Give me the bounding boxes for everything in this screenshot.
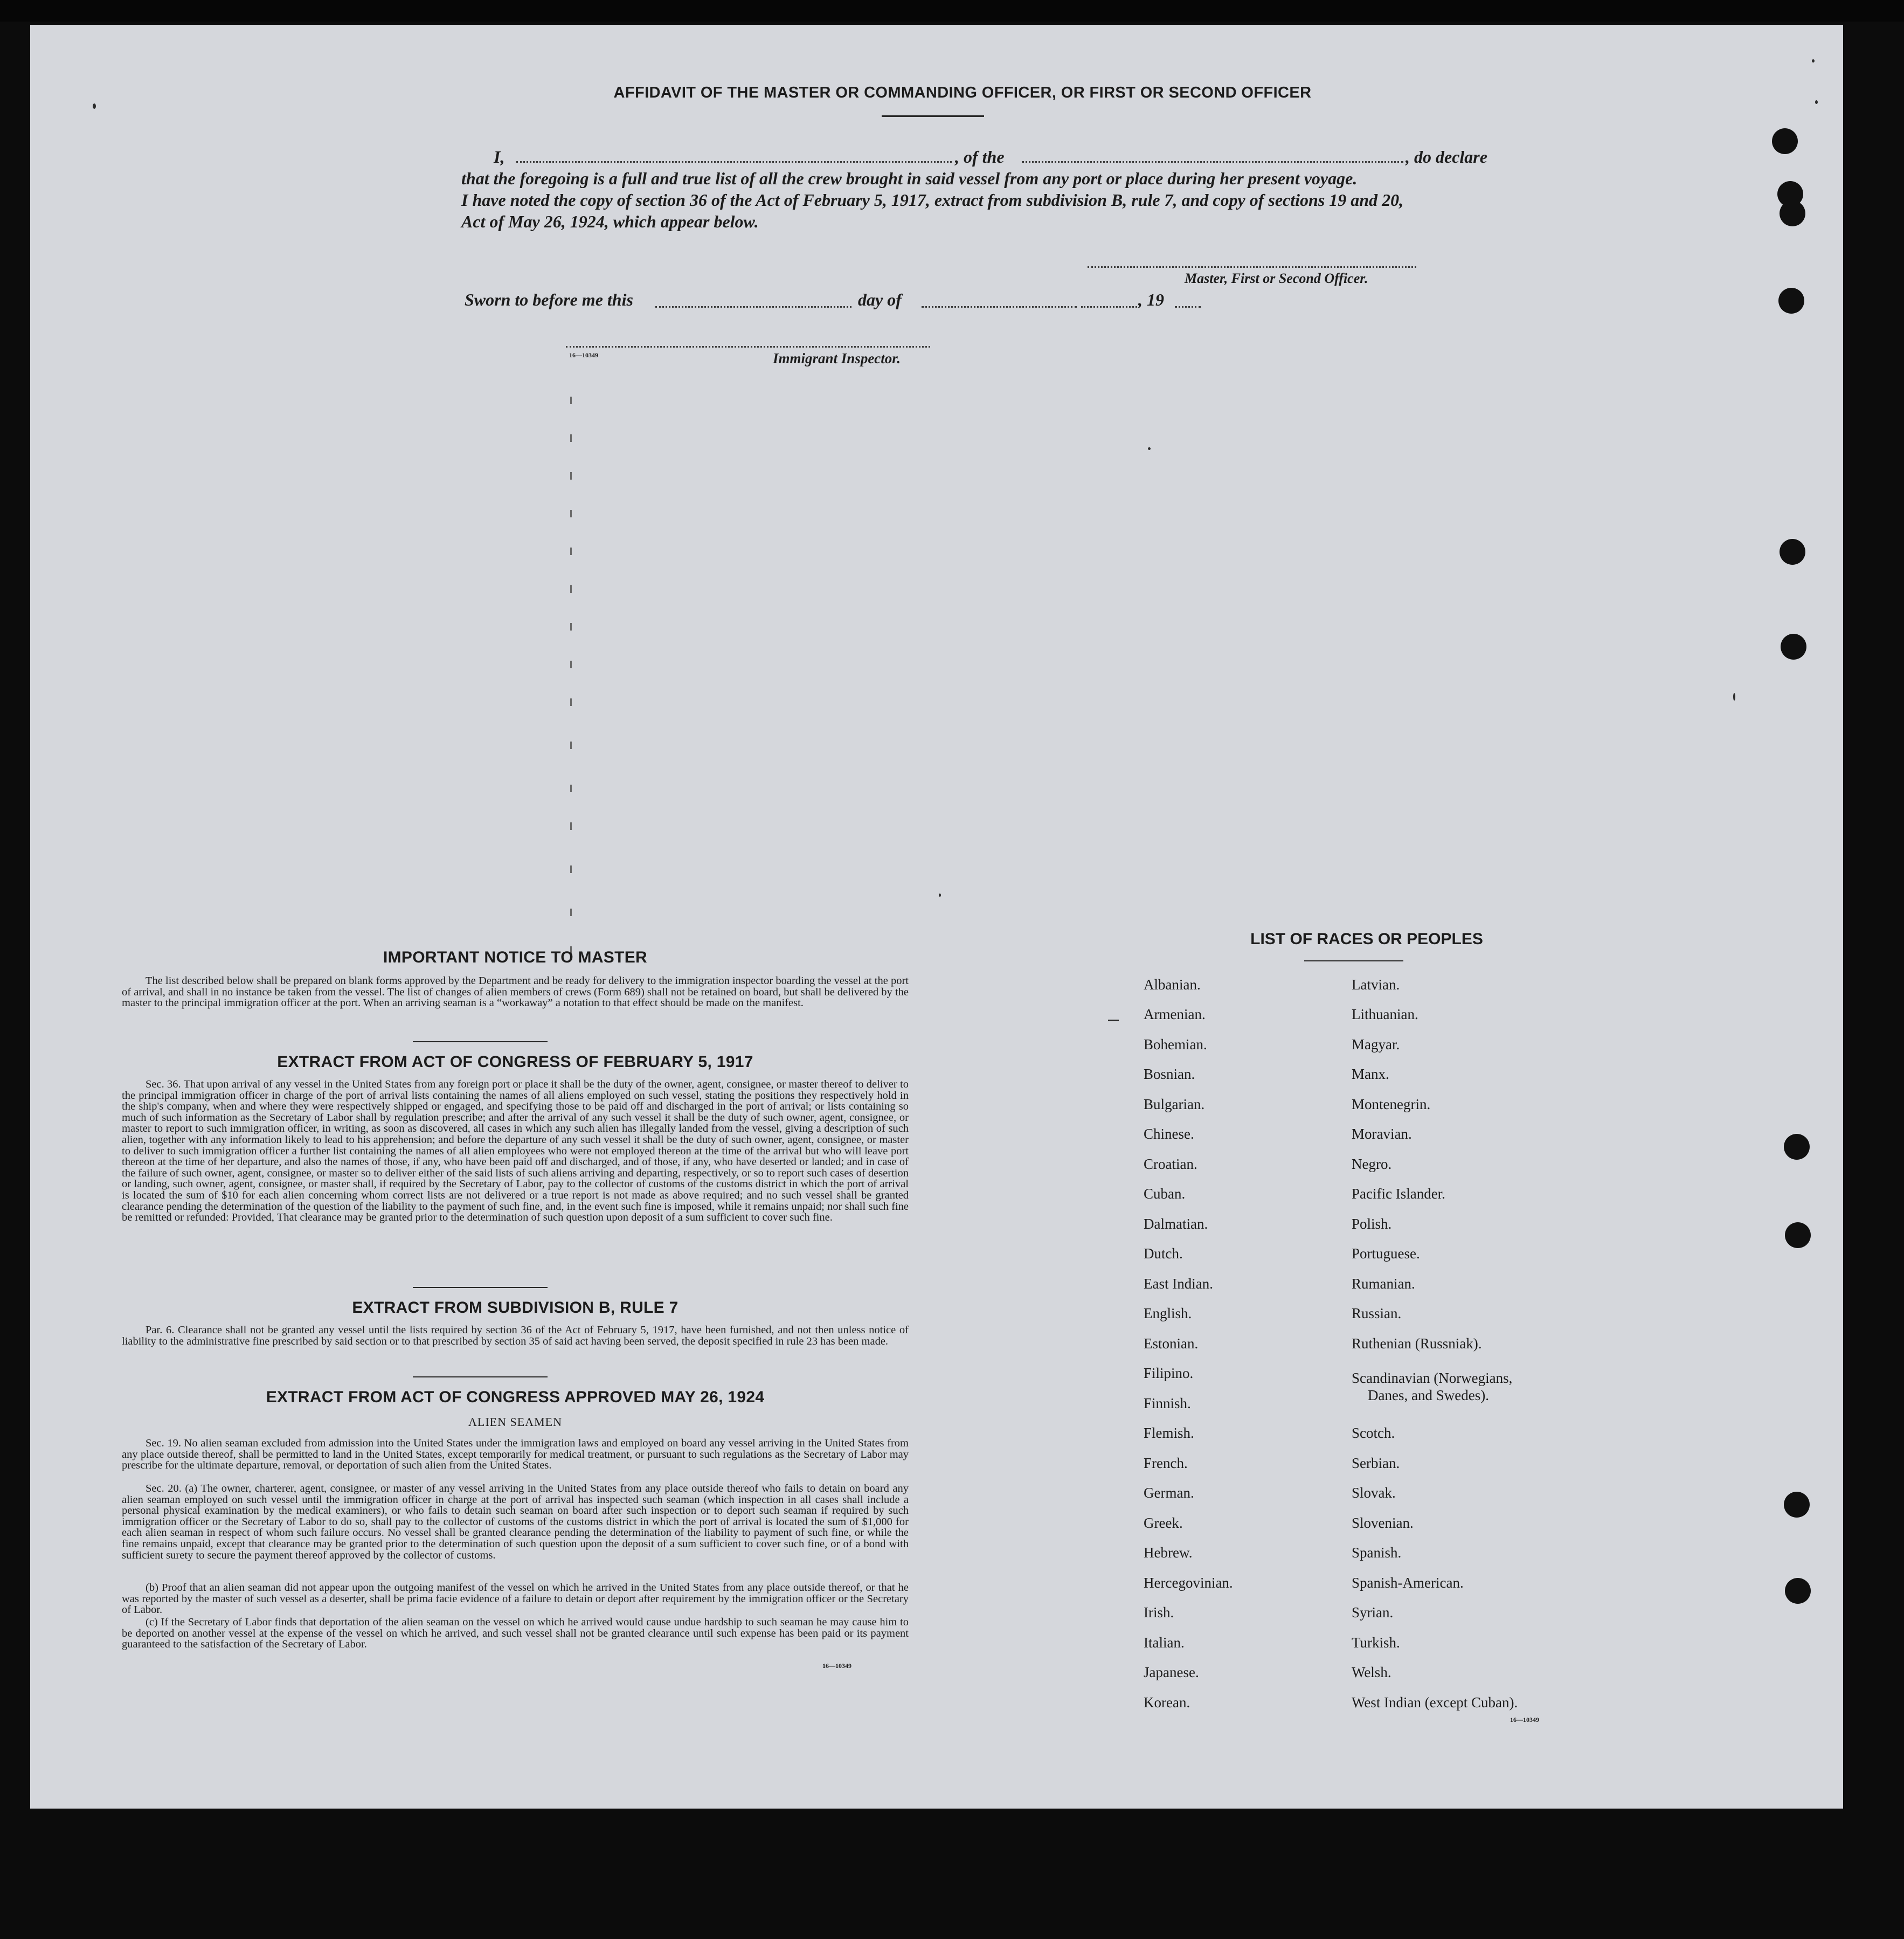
race-item: Montenegrin. xyxy=(1352,1096,1431,1112)
scan-speck xyxy=(1733,693,1735,701)
scan-speck xyxy=(939,894,941,897)
binder-hole xyxy=(1778,288,1804,314)
rule7-text: Par. 6. Clearance shall not be granted any vessel until the lists required by section 36 of the Act of February 5, 1917, have been furnished, and not then unless notice of liability to the administrative fine prescribed by said section or to that prescribed by section 35 of said act having been served, the deposit specified in rule 23 has been made. xyxy=(122,1324,909,1347)
binder-hole xyxy=(1785,1578,1811,1604)
race-item: Hebrew. xyxy=(1144,1545,1193,1561)
race-item: Cuban. xyxy=(1144,1186,1186,1202)
margin-tick xyxy=(570,585,572,593)
race-item: Italian. xyxy=(1144,1635,1185,1651)
section-rule xyxy=(413,1376,548,1377)
declaration-line-4: Act of May 26, 1924, which appear below. xyxy=(461,212,759,231)
race-item: Portuguese. xyxy=(1352,1245,1420,1262)
race-item: Greek. xyxy=(1144,1515,1183,1531)
section-rule xyxy=(413,1287,548,1288)
scan-border xyxy=(0,0,1904,22)
declaration-line-3: I have noted the copy of section 36 of the Act of February 5, 1917, extract from subdivision B, rule 7, and copy of sections 19 and 20, xyxy=(461,190,1404,210)
sworn-text: Sworn to before me this xyxy=(465,290,633,309)
race-item: East Indian. xyxy=(1144,1276,1213,1292)
form-number: 16—10349 xyxy=(822,1662,851,1670)
margin-tick xyxy=(570,548,572,555)
race-item: Estonian. xyxy=(1144,1335,1199,1352)
race-item: German. xyxy=(1144,1485,1194,1501)
inspector-caption: Immigrant Inspector. xyxy=(773,350,901,366)
race-item: Flemish. xyxy=(1144,1425,1194,1441)
form-number: 16—10349 xyxy=(1510,1716,1539,1723)
margin-tick xyxy=(570,909,572,916)
declaration-do-declare: , do declare xyxy=(1406,147,1487,167)
sec20c-text: (c) If the Secretary of Labor finds that deportation of the alien seaman on the vessel on which he arrived would cause undue hardship to such seaman he may cause him to be deported on another vessel at the expense of the vessel on which he arrived, and such vessel shall not be granted clearance until such expense has been paid or its payment guaranteed to the satisfaction of the Secretary of Labor. xyxy=(122,1616,909,1651)
master-signature-line[interactable] xyxy=(1088,266,1416,268)
notice-text: The list described below shall be prepared on blank forms approved by the Department and be ready for delivery to the immigration inspector boarding the vessel at the port of arrival, and shall in no instance be taken from the vessel. The list of changes of alien members of crews (Form 689) shall not be retained on board, but shall be delivered by the master to the principal immigration officer at the port. When an arriving seaman is a “workaway” a notation to that effect should be made on the manifest. xyxy=(122,975,909,1009)
month-blank-2[interactable] xyxy=(1081,306,1137,308)
scan-speck xyxy=(93,103,96,109)
section-rule xyxy=(413,1041,548,1042)
race-item: Serbian. xyxy=(1352,1455,1400,1471)
day-blank[interactable] xyxy=(655,306,851,308)
margin-tick xyxy=(570,661,572,668)
races-heading: LIST OF RACES OR PEOPLES xyxy=(1250,930,1483,948)
race-item: Lithuanian. xyxy=(1352,1006,1418,1022)
notice-heading: IMPORTANT NOTICE TO MASTER xyxy=(383,948,647,966)
scan-speck xyxy=(1812,59,1815,63)
sec20a-text: Sec. 20. (a) The owner, charterer, agent, consignee, or master of any vessel arriving in the United States from any place outside thereof who fails to detain on board any alien seaman employed on such vessel until the immigration officer in charge at the port of arrival has inspected such seaman (which inspection in all cases shall include a personal physical examination by the medical examiners), or who fails to detain such seaman on board after such inspection or to deport such seaman if required by such immigration officer or the Secretary of Labor to do so, shall pay to the collector of customs of the customs district in which the port of arrival is located the sum of $1,000 for each alien seaman in respect of whom such failure occurs. No vessel shall be granted clearance pending the determination of the liability to payment of such fine, or while the fine remains unpaid, except that clearance may be granted prior to the determination of such question upon the deposit of a sum sufficient to cover such fine, or of a bond with sufficient surety to secure the payment thereof approved by the collector of customs. xyxy=(122,1483,909,1561)
race-item: Japanese. xyxy=(1144,1664,1199,1680)
race-item: Korean. xyxy=(1144,1694,1190,1711)
binder-hole xyxy=(1772,128,1798,154)
race-item: Bohemian. xyxy=(1144,1036,1207,1052)
race-item: Spanish. xyxy=(1352,1545,1402,1561)
race-item: Albanian. xyxy=(1144,977,1201,993)
race-item: Hercegovinian. xyxy=(1144,1575,1233,1591)
month-blank[interactable] xyxy=(922,306,1077,308)
master-signature-caption: Master, First or Second Officer. xyxy=(1185,271,1368,286)
inspector-signature-line[interactable] xyxy=(566,346,930,348)
binder-hole xyxy=(1784,1492,1810,1518)
race-item: Armenian. xyxy=(1144,1006,1206,1022)
sworn-year: , 19 xyxy=(1138,290,1164,309)
race-item: Russian. xyxy=(1352,1305,1402,1321)
race-item: Bulgarian. xyxy=(1144,1096,1205,1112)
binder-hole xyxy=(1780,539,1805,565)
race-item: Polish. xyxy=(1352,1216,1392,1232)
race-item: Finnish. xyxy=(1144,1395,1191,1411)
race-item: English. xyxy=(1144,1305,1192,1321)
declaration-line-2: that the foregoing is a full and true list of all the crew brought in said vessel from any port or place during her present voyage. xyxy=(461,169,1358,188)
race-item: Rumanian. xyxy=(1352,1276,1415,1292)
scan-speck xyxy=(1108,1020,1119,1021)
margin-tick xyxy=(570,510,572,517)
race-item: Latvian. xyxy=(1352,977,1400,993)
name-blank[interactable] xyxy=(516,161,952,163)
vessel-blank[interactable] xyxy=(1022,161,1403,163)
margin-tick xyxy=(570,785,572,792)
margin-tick xyxy=(570,472,572,480)
race-item: Scandinavian (Norwegians, xyxy=(1352,1370,1513,1386)
race-item: West Indian (except Cuban). xyxy=(1352,1694,1518,1711)
declaration-i: I, xyxy=(494,147,505,167)
title-rule xyxy=(882,115,984,117)
race-item: Spanish-American. xyxy=(1352,1575,1464,1591)
scan-speck xyxy=(1148,447,1151,450)
scan-speck xyxy=(1815,100,1818,104)
rule7-heading: EXTRACT FROM SUBDIVISION B, RULE 7 xyxy=(352,1299,678,1317)
binder-hole xyxy=(1784,1134,1810,1160)
race-item: Dutch. xyxy=(1144,1245,1183,1262)
race-item: Bosnian. xyxy=(1144,1066,1195,1082)
race-item: Pacific Islander. xyxy=(1352,1186,1445,1202)
binder-hole xyxy=(1781,634,1806,660)
form-page xyxy=(30,25,1843,1809)
race-item: Manx. xyxy=(1352,1066,1389,1082)
race-item: Irish. xyxy=(1144,1604,1174,1621)
year-blank[interactable] xyxy=(1175,306,1201,308)
race-item: Dalmatian. xyxy=(1144,1216,1208,1232)
margin-tick xyxy=(570,434,572,442)
race-item: Negro. xyxy=(1352,1156,1392,1172)
alien-seamen-subheading: ALIEN SEAMEN xyxy=(468,1415,562,1429)
race-item: Filipino. xyxy=(1144,1365,1194,1381)
race-item: Turkish. xyxy=(1352,1635,1400,1651)
sworn-day-of: day of xyxy=(858,290,902,309)
binder-hole xyxy=(1785,1222,1811,1248)
race-item: Croatian. xyxy=(1144,1156,1197,1172)
affidavit-title: AFFIDAVIT OF THE MASTER OR COMMANDING OFFICER, OR FIRST OR SECOND OFFICER xyxy=(613,84,1312,101)
race-item: French. xyxy=(1144,1455,1188,1471)
declaration-of-the: , of the xyxy=(955,147,1005,167)
extract-1924-heading: EXTRACT FROM ACT OF CONGRESS APPROVED MAY 26, 1924 xyxy=(266,1388,765,1406)
races-rule xyxy=(1304,960,1403,961)
race-item: Danes, and Swedes). xyxy=(1368,1387,1489,1403)
race-item: Chinese. xyxy=(1144,1126,1194,1142)
binder-hole xyxy=(1780,200,1805,226)
race-item: Slovak. xyxy=(1352,1485,1396,1501)
sec19-text: Sec. 19. No alien seaman excluded from admission into the United States under the immigration laws and employed on board any vessel arriving in the United States from any place outside thereof, shall be permitted to land in the United States, except temporarily for medical treatment, or pursuant to such regulations as the Secretary of Labor may prescribe for the ultimate departure, removal, or deportation of such alien from the United States. xyxy=(122,1437,909,1472)
race-item: Moravian. xyxy=(1352,1126,1412,1142)
sworn-line xyxy=(465,290,1230,314)
margin-tick xyxy=(570,742,572,749)
race-item: Syrian. xyxy=(1352,1604,1394,1621)
race-item: Slovenian. xyxy=(1352,1515,1414,1531)
race-item: Ruthenian (Russniak). xyxy=(1352,1335,1482,1352)
margin-tick xyxy=(570,698,572,706)
margin-tick xyxy=(570,822,572,830)
extract-1917-heading: EXTRACT FROM ACT OF CONGRESS OF FEBRUARY 5, 1917 xyxy=(277,1053,753,1071)
race-item: Magyar. xyxy=(1352,1036,1400,1052)
form-number: 16—10349 xyxy=(569,351,598,359)
race-item: Welsh. xyxy=(1352,1664,1391,1680)
margin-tick xyxy=(570,865,572,873)
sec20b-text: (b) Proof that an alien seaman did not appear upon the outgoing manifest of the vessel on which he arrived in the United States from any place outside thereof, or that he was reported by the master of such vessel as a deserter, shall be prima facie evidence of a failure to detain or deport after requirement by the immigration officer or the Secretary of Labor. xyxy=(122,1582,909,1616)
extract-1917-text: Sec. 36. That upon arrival of any vessel in the United States from any foreign port or place it shall be the duty of the owner, agent, consignee, or master thereof to deliver to the principal immigration officer in charge of the port of arrival lists containing the names of all aliens employed on such vessel, stating the positions they respectively hold in the ship's company, when and where they were respectively shipped or engaged, and specifying those to be paid off and discharged in the port of arrival; or lists containing so much of such information as the Secretary of Labor shall by regulation prescribe; and after the arrival of any such vessel it shall be the duty of such owner, agent, consignee, or master to report to such immigration officer, in writing, as soon as discovered, all cases in which any such alien has illegally landed from the vessel, giving a description of such alien, together with any information likely to lead to his apprehension; and before the departure of any such vessel it shall be the duty of such owner, agent, consignee, or master to deliver to such immigration officer a further list containing the names of all alien employees who were not employed thereon at the time of the arrival but who will leave port thereon at the time of her departure, and also the names of those, if any, who have been paid off and discharged, and of those, if any, who have deserted or landed; and in case of the failure of such owner, agent, consignee, or master so to deliver either of the said lists of such aliens arriving and departing, respectively, or so to report such cases of desertion or landing, such owner, agent, consignee, or master shall, if required by the Secretary of Labor, pay to the collector of customs of the customs district in which the port of arrival is located the sum of $10 for each alien concerning whom correct lists are not delivered or a true report is not made as above required; and no such vessel shall be granted clearance pending the determination of the question of the liability to the payment of such fine, and, in the event such fine is imposed, while it remains unpaid; nor shall such fine be remitted or refunded: Provided, That clearance may be granted prior to the determination of such question upon deposit of a sum sufficient to cover such fine. xyxy=(122,1078,909,1224)
margin-tick xyxy=(570,397,572,404)
margin-tick xyxy=(570,623,572,631)
race-item: Scotch. xyxy=(1352,1425,1395,1441)
